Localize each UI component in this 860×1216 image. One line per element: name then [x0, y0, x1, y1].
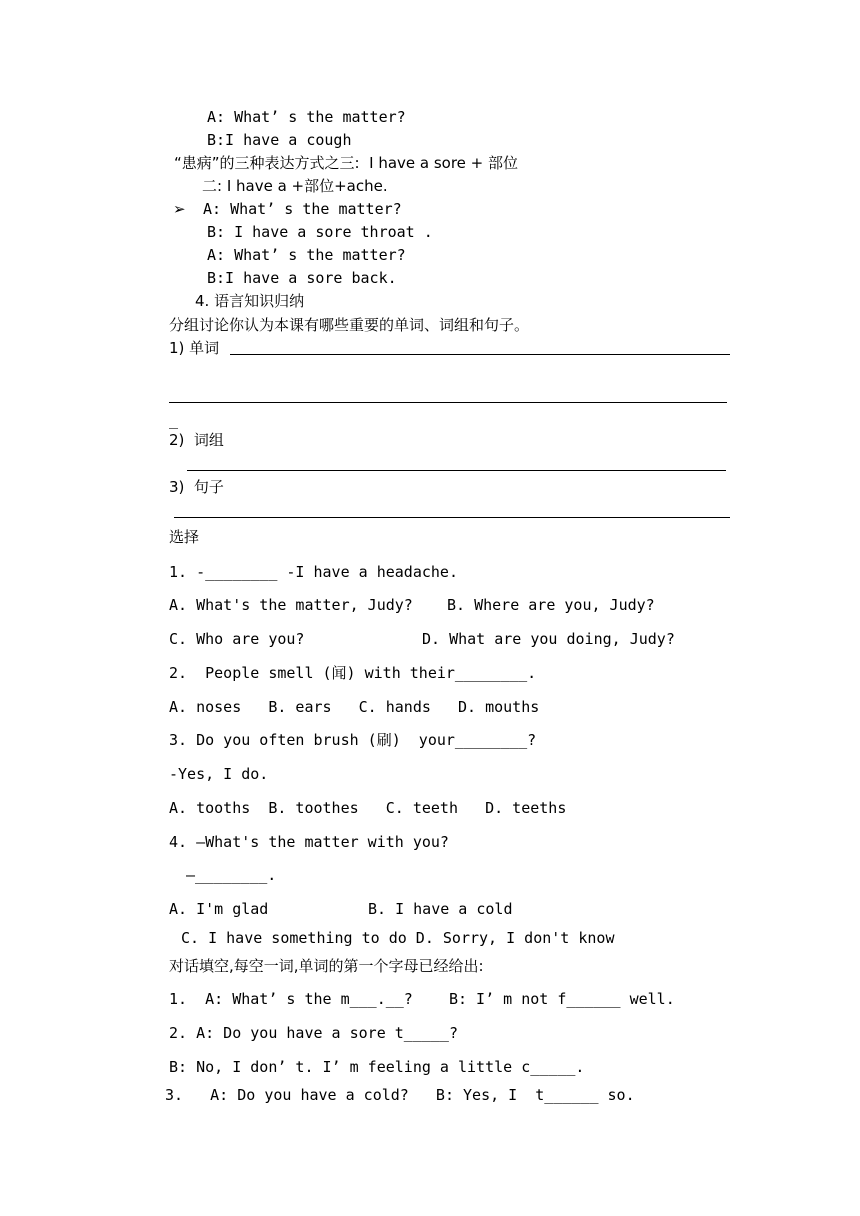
- fill-question-2: 2. A: Do you have a sore t_____?: [169, 1024, 458, 1042]
- option-a: A. I'm glad: [169, 900, 269, 918]
- expression-two: 二: I have a +部位+ache.: [202, 177, 388, 195]
- fill-question-1: 1. A: What’ s the m___.__? B: I’ m not f______ well.: [169, 990, 675, 1008]
- underscore-mark: _: [169, 411, 179, 429]
- question-text: 3. Do you often brush (刷) your________?: [169, 731, 537, 749]
- words-label: 1) 单词: [169, 339, 220, 357]
- words-answer-line-2: [169, 402, 727, 403]
- fill-question-2-reply: B: No, I don’ t. I’ m feeling a little c_____.: [169, 1058, 585, 1076]
- option-c-d: C. I have something to do D. Sorry, I don't know: [181, 929, 615, 947]
- bullet-arrow-icon: ➢: [173, 200, 186, 218]
- choice-heading: 选择: [169, 528, 200, 546]
- expression-three: “患病”的三种表达方式之三: I have a sore + 部位: [174, 154, 519, 172]
- options: A. tooths B. toothes C. teeth D. teeths: [169, 799, 567, 817]
- fill-question-3: 3. A: Do you have a cold? B: Yes, I t______ so.: [165, 1086, 635, 1104]
- question-text: 1. -________ -I have a headache.: [169, 563, 458, 581]
- section-instruction: 分组讨论你认为本课有哪些重要的单词、词组和句子。: [169, 316, 530, 334]
- sentences-label: 3) 句子: [169, 478, 224, 496]
- dialog-line: B:I have a sore back.: [207, 269, 397, 287]
- dialog-line: B:I have a cough: [207, 131, 352, 149]
- phrases-answer-line: [187, 470, 726, 471]
- question-text: 2. People smell (闻) with their________.: [169, 664, 537, 682]
- words-answer-line: [230, 354, 730, 355]
- answer-blank: —________.: [186, 866, 277, 884]
- section-heading: 4. 语言知识归纳: [195, 292, 305, 310]
- dialog-line: A: What’ s the matter?: [203, 200, 402, 218]
- reply-text: -Yes, I do.: [169, 765, 269, 783]
- option-c: C. Who are you?: [169, 630, 305, 648]
- dialog-line: A: What’ s the matter?: [207, 246, 406, 264]
- sentences-answer-line: [174, 517, 730, 518]
- option-b: B. Where are you, Judy?: [447, 596, 655, 614]
- dialog-line: A: What’ s the matter?: [207, 108, 406, 126]
- fill-heading: 对话填空,每空一词,单词的第一个字母已经给出:: [169, 957, 484, 975]
- phrases-label: 2) 词组: [169, 431, 224, 449]
- option-b: B. I have a cold: [368, 900, 513, 918]
- option-a: A. What's the matter, Judy?: [169, 596, 413, 614]
- dialog-line: B: I have a sore throat .: [207, 223, 433, 241]
- options: A. noses B. ears C. hands D. mouths: [169, 698, 540, 716]
- question-text: 4. —What's the matter with you?: [169, 833, 449, 851]
- option-d: D. What are you doing, Judy?: [422, 630, 675, 648]
